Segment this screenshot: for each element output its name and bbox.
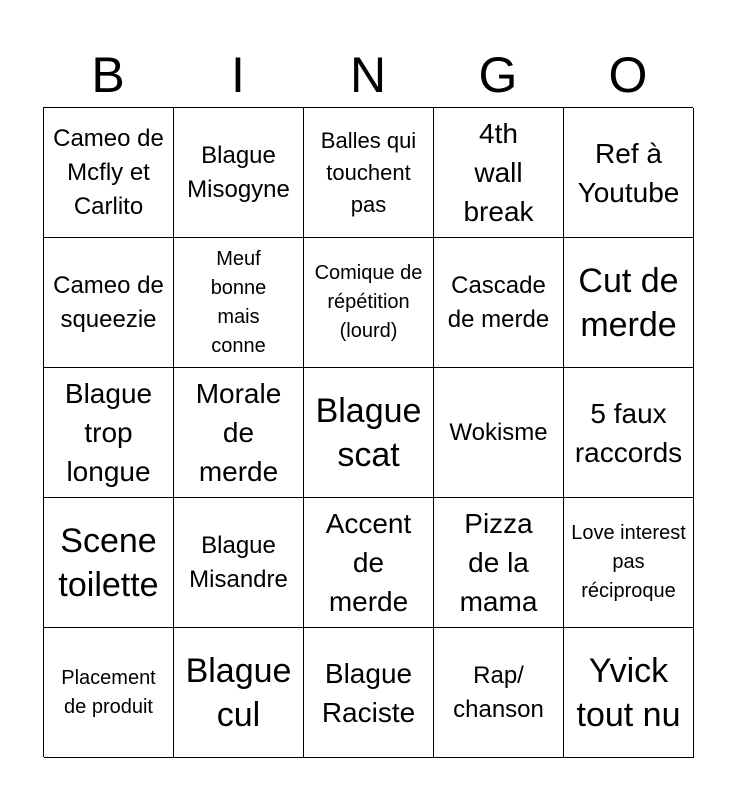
cell-text: Cameo de Mcfly et Carlito bbox=[53, 124, 164, 220]
bingo-cell[interactable] bbox=[44, 628, 174, 758]
bingo-cell[interactable] bbox=[174, 628, 304, 758]
cell-text: Yvick tout nu bbox=[576, 651, 681, 734]
bingo-cell[interactable] bbox=[564, 108, 694, 238]
cell-text: Accent de merde bbox=[325, 508, 412, 617]
cell-text: Balles qui touchent pas bbox=[320, 127, 417, 217]
bingo-cell[interactable] bbox=[434, 498, 564, 628]
cell-text: Rap/ chanson bbox=[453, 661, 544, 723]
bingo-cell[interactable] bbox=[434, 238, 564, 368]
bingo-cell[interactable] bbox=[304, 108, 434, 238]
cell-text: Cameo de squeezie bbox=[53, 271, 164, 333]
bingo-cell[interactable] bbox=[44, 238, 174, 368]
cell-text: Cut de merde bbox=[578, 261, 679, 344]
bingo-cell[interactable] bbox=[434, 628, 564, 758]
header-letter-i: I bbox=[231, 47, 245, 103]
cell-text: Placement de produit bbox=[61, 666, 156, 718]
cell-text: Blague Misandre bbox=[189, 531, 288, 593]
bingo-cell[interactable] bbox=[174, 108, 304, 238]
bingo-cell[interactable] bbox=[44, 368, 174, 498]
bingo-cell[interactable] bbox=[564, 628, 694, 758]
bingo-cell[interactable] bbox=[434, 108, 564, 238]
header-letter-o: O bbox=[608, 47, 648, 103]
cell-text: Blague scat bbox=[315, 391, 422, 474]
cell-text: Blague Misogyne bbox=[187, 141, 290, 203]
bingo-cell[interactable] bbox=[304, 498, 434, 628]
bingo-cell[interactable] bbox=[44, 108, 174, 238]
cell-text: Morale de merde bbox=[195, 378, 282, 487]
cell-text: 5 faux raccords bbox=[574, 397, 683, 468]
bingo-cell[interactable] bbox=[564, 238, 694, 368]
bingo-cell[interactable] bbox=[174, 368, 304, 498]
cell-text: Ref à Youtube bbox=[577, 137, 680, 208]
cell-text: 4th wall break bbox=[463, 118, 534, 227]
bingo-cell[interactable] bbox=[304, 368, 434, 498]
bingo-cell[interactable] bbox=[564, 368, 694, 498]
cell-text: Scene toilette bbox=[58, 521, 159, 604]
cell-text: Comique de répétition (lourd) bbox=[314, 262, 423, 342]
bingo-cell[interactable] bbox=[304, 628, 434, 758]
cell-text: Cascade de merde bbox=[447, 271, 550, 333]
cell-text: Blague cul bbox=[185, 651, 292, 734]
header-letter-n: N bbox=[349, 47, 387, 103]
bingo-cell[interactable] bbox=[174, 238, 304, 368]
cell-text: Wokisme bbox=[449, 418, 548, 446]
header-letter-g: G bbox=[478, 47, 518, 103]
bingo-cell[interactable] bbox=[304, 238, 434, 368]
header-letter-b: B bbox=[91, 47, 125, 103]
cell-text: Blague trop longue bbox=[64, 378, 153, 487]
cell-text: Pizza de la mama bbox=[459, 508, 538, 617]
cell-text: Blague Raciste bbox=[321, 657, 416, 728]
bingo-cell[interactable] bbox=[434, 368, 564, 498]
bingo-cell[interactable] bbox=[564, 498, 694, 628]
bingo-cell[interactable] bbox=[174, 498, 304, 628]
cell-text: Love interest pas réciproque bbox=[571, 522, 686, 602]
bingo-grid bbox=[43, 107, 693, 757]
bingo-cell[interactable] bbox=[44, 498, 174, 628]
cell-text: Meuf bonne mais conne bbox=[210, 247, 267, 357]
bingo-header bbox=[43, 44, 693, 106]
